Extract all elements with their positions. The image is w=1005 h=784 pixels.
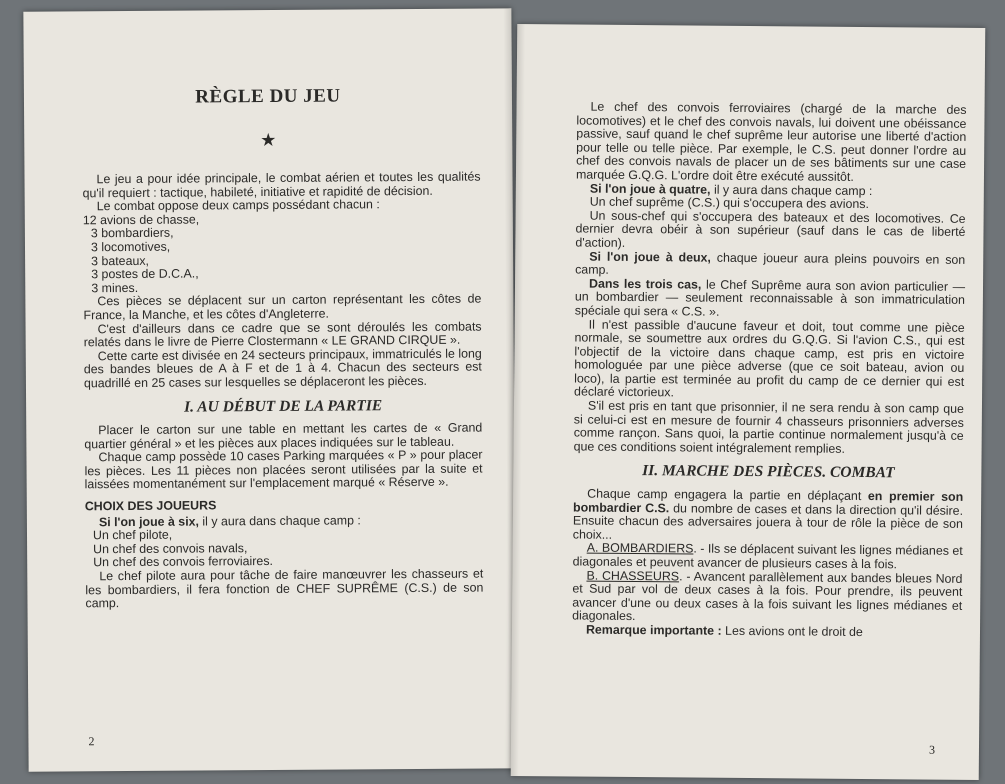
piece-item: 3 postes de D.C.A., xyxy=(91,266,199,282)
six-players-item: Un chef pilote, xyxy=(92,527,173,543)
intro-paragraph-5: Cette carte est divisée en 24 secteurs principaux, immatriculés le long des bandes bleues de A à F et de 1 à 4. Chacun des secteurs est quadrillé en 25 cases sur lesquelles se déplaceront les pièces. xyxy=(83,346,482,391)
four-players-bold: Si l'on joue à quatre, xyxy=(589,181,711,197)
intro-paragraph-1: Le jeu a pour idée principale, le combat aérien et toutes les qualités qu'il requiert : tactique, habileté, initiative et rapidité de décision. xyxy=(82,169,481,200)
intro-paragraph-4: C'est d'ailleurs dans ce cadre que se sont déroulés les combats relatés dans le livre de Pierre Clostermann « LE GRAND CIRQUE ». xyxy=(83,319,482,350)
prisonnier-paragraph: S'il est pris en tant que prisonnier, il ne sera rendu à son camp que si celui-ci est en mesure de fournir 4 chasseurs prisonniers adverses comme rançon. Sans quoi, la partie continue normalement jusqu'à ce que ces conditions soient intégralement remplies. xyxy=(573,398,965,456)
rules-title: RÈGLE DU JEU xyxy=(195,85,341,108)
section-2-intro-end: du nombre de cases et dans la direction qu'il désire. Ensuite chacun des adversaires jouera à tour de rôle la pièce de son choix... xyxy=(572,500,964,542)
choix-joueurs-heading: CHOIX DES JOUEURS xyxy=(84,498,217,514)
section-1-paragraph-1: Placer le carton sur une table en mettant les cartes de « Grand quartier général » et les pièces aux places indiquées sur le tableau. xyxy=(84,420,483,451)
star-icon: ★ xyxy=(260,129,277,151)
intro-paragraph-2: Le combat oppose deux camps possédant chacun : xyxy=(96,197,380,214)
three-cases-rest: le Chef Suprême aura son avion particulier — un bombardier — seulement reconnaissable à son immatriculation spéciale qui sera « C.S. ». xyxy=(574,277,966,319)
piece-item: 3 locomotives, xyxy=(90,239,171,255)
remarque-rest: Les avions ont le droit de xyxy=(721,623,863,639)
section-2-title: II. MARCHE DES PIÈCES. COMBAT xyxy=(642,462,895,482)
left-page xyxy=(23,8,516,771)
chasseurs-text: . - Avancent parallèlement aux bandes bleues Nord et Sud par vol de deux cases à la fois. Pour prendre, ils peuvent avancer d'une ou deux cases à la fois suivant les lignes médianes et diagonales. xyxy=(572,568,963,624)
two-players-rest: chaque joueur aura pleins pouvoirs en son camp. xyxy=(575,250,966,277)
remarque-line xyxy=(572,623,962,640)
chasseurs-label: B. CHASSEURS xyxy=(586,568,680,583)
piece-item: 3 bombardiers, xyxy=(90,226,174,241)
left-text-column xyxy=(82,171,483,612)
piece-item: 12 avions de chasse, xyxy=(82,212,200,228)
two-players-bold: Si l'on joue à deux, xyxy=(589,249,711,265)
right-page xyxy=(511,24,986,780)
three-cases-bold: Dans les trois cas, xyxy=(588,276,702,292)
section-1-paragraph-2: Chaque camp possède 10 cases Parking marquées « P » pour placer les pièces. Les 11 pièces non placées seront utilisées par la suite et laissées momentanément sur l'emplacement marqué « Réserve ». xyxy=(84,447,483,492)
section-2-intro xyxy=(573,488,963,546)
section-2-intro-bold: en premier son bombardier C.S. xyxy=(573,489,964,515)
piece-item: 3 bateaux, xyxy=(91,253,150,268)
remarque-bold: Remarque importante : xyxy=(585,622,722,638)
section-1-title: I. AU DÉBUT DE LA PARTIE xyxy=(184,396,383,416)
chasseurs-paragraph xyxy=(572,569,962,627)
piece-item: 3 mines. xyxy=(91,280,139,295)
intro-paragraph-3: Ces pièces se déplacent sur un carton représentant les côtes de France, la Manche, et les côtes d'Angleterre. xyxy=(83,291,482,323)
faveur-paragraph: Il n'est passible d'aucune faveur et doit, tout comme une pièce normale, se soumettre aux ordres du G.Q.G. Si l'avion C.S., qui est l'objectif de la victoire dans chaque camp, est pris en victoire homologuée par une pièce adverse (que ce soit bateau, avion ou loco), la partie est terminée au profit du camp de ce dernier qui est déclaré victorieux. xyxy=(574,317,965,400)
four-players-rest: il y aura dans chaque camp : xyxy=(710,182,873,198)
four-players-item: Un chef suprême (C.S.) qui s'occupera des avions. xyxy=(589,194,870,212)
four-players-item: Un sous-chef qui s'occupera des bateaux et des locomotives. Ce dernier devra obéir à son supérieur (sauf dans le cas de liberté d'action). xyxy=(575,208,966,250)
chef-pilote-paragraph: Le chef pilote aura pour tâche de faire manœuvrer les chasseurs et les bombardiers, il fera fonction de CHEF SUPRÊME (C.S.) de son camp. xyxy=(85,566,484,611)
convois-paragraph: Le chef des convois ferroviaires (chargé de la marche des locomotives) et le chef des convois navals, lui doivent une obéissance passive, sauf quand le chef suprême leur autorise une liberté d'action pour telle ou telle pièce. Par exemple, le C.S. peut donner l'ordre au chef des convois navals de placer un de ses bâtiments sur une case marquée G.Q.G. L'ordre doit être exécuté aussitôt. xyxy=(575,99,967,184)
page-number: 3 xyxy=(928,742,936,757)
section-2-intro-start: Chaque camp engagera la partie en déplaçant xyxy=(587,486,869,504)
pieces-list xyxy=(83,211,482,295)
six-players-item: Un chef des convois navals, xyxy=(93,541,248,557)
six-players-item: Un chef des convois ferroviaires. xyxy=(93,554,273,570)
right-text-column xyxy=(572,100,967,640)
page-number: 2 xyxy=(88,734,95,749)
six-players-rest: il y aura dans chaque camp : xyxy=(198,513,361,529)
six-players-bold: Si l'on joue à six, xyxy=(98,514,200,529)
bombardiers-label: A. BOMBARDIERS xyxy=(586,541,694,556)
bombardiers-text: . - Ils se déplacent suivant les lignes médianes et diagonales et peuvent avancer de plusieurs cases à la fois. xyxy=(572,541,963,572)
three-cases-line xyxy=(575,277,965,321)
